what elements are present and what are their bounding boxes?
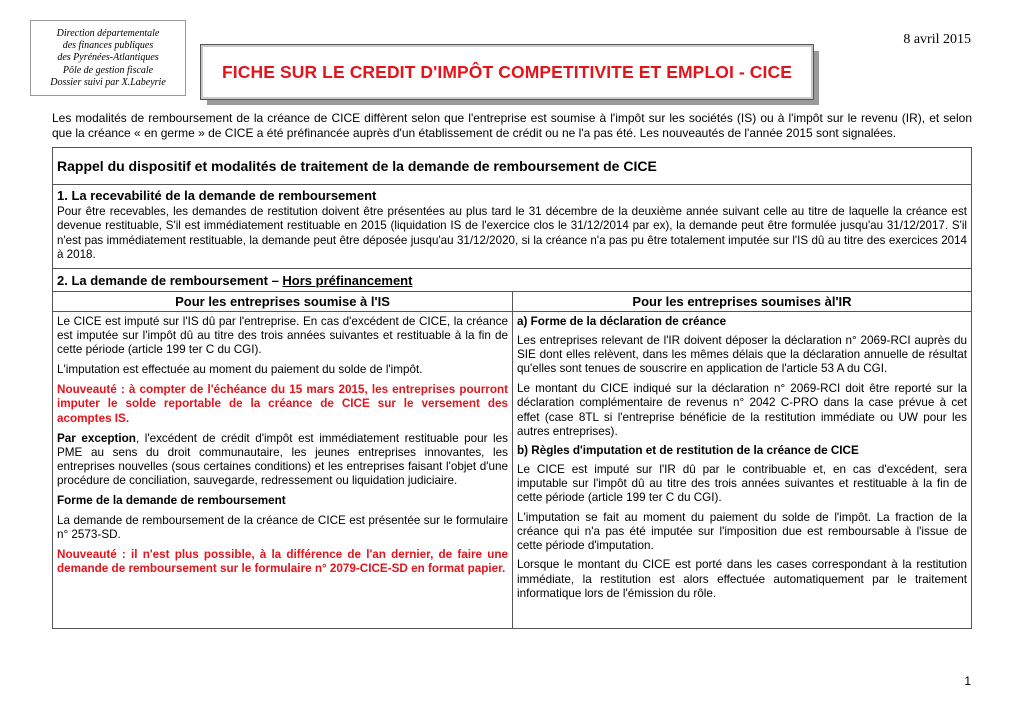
ir-paragraph-b1: Le CICE est imputé sur l'IR dû par le contribuable et, en cas d'excédent, sera imputable sur l'impôt dû au titre des trois années suivantes et restituable à la fin de cette période (article 199 ter C du CGI).	[517, 462, 967, 505]
issuer-line: Direction départementale	[56, 28, 160, 39]
ir-paragraph-b3: Lorsque le montant du CICE est porté dans les cases correspondant à la restitution immédiate, la restitution est alors effectuée automatiquement par le traitement informatique lors de l'émission du rôle.	[517, 558, 967, 600]
title-box	[200, 44, 814, 100]
is-paragraph-2: L'imputation est effectuée au moment du paiement du solde de l'impôt.	[57, 363, 423, 377]
main-table	[52, 147, 972, 629]
issuer-line: des finances publiques	[62, 40, 154, 52]
is-exception-text: , l'excédent de crédit d'impôt est immédiatement restituable pour les PME au sens du droit communautaire, les jeunes entreprises innovantes, les entreprises nouvelles (sous certaines conditions) et les entreprises faisant l'objet d'une procédure de conciliation, sauvegarde, redressement ou liquidation judiciaire.	[57, 431, 508, 487]
section-2-title	[53, 269, 971, 292]
issuer-line: Dossier suivi par X.Labeyrie	[50, 76, 166, 88]
intro-paragraph: Les modalités de remboursement de la créance de CICE diffèrent selon que l'entreprise est soumise à l'impôt sur les sociétés (IS) ou à l'impôt sur le revenu (IR), et selon que la créance « en germe » de CICE a été préfinancée auprès d'un établissement de crédit ou ne l'a pas été. Les nouveautés de l'année 2015 sont signalées.	[52, 111, 972, 140]
column-ir	[513, 292, 971, 629]
section-2-title-underlined: Hors préfinancement	[282, 272, 413, 288]
issuer-box	[30, 20, 186, 96]
issuer-line: Pôle de gestion fiscale	[62, 64, 154, 76]
section-2-title-prefix: 2. La demande de remboursement –	[57, 272, 279, 288]
is-paragraph-exception	[57, 432, 508, 488]
is-exception-label: Par exception	[57, 431, 136, 445]
ir-paragraph-a1: Les entreprises relevant de l'IR doivent déposer la déclaration n° 2069-RCI auprès du SIE dont elles relèvent, dans les mêmes délais que la déclaration annuelle de résultat qu'elles sont tenues de souscrire en application de l'article 53 A du CGI.	[517, 334, 967, 376]
column-is	[53, 292, 513, 629]
column-is-heading: Pour les entreprises soumise à l'IS	[53, 292, 512, 312]
column-is-body	[53, 312, 512, 586]
is-form-heading: Forme de la demande de remboursement	[57, 494, 286, 508]
ir-subheading-a: a) Forme de la déclaration de créance	[517, 315, 727, 328]
is-paragraph-1: Le CICE est imputé sur l'IS dû par l'entreprise. En cas d'excédent de CICE, la créance est imputée sur l'impôt dû au titre des trois années suivantes et restituable à la fin de cette période (article 199 ter C du CGI).	[57, 315, 508, 357]
table-heading: Rappel du dispositif et modalités de traitement de la demande de remboursement de CICE	[53, 148, 971, 185]
document-date: 8 avril 2015	[903, 32, 971, 47]
section-1	[53, 185, 971, 269]
is-novelty-2: Nouveauté : il n'est plus possible, à la différence de l'an dernier, de faire une demande de remboursement sur le formulaire n° 2079-CICE-SD en format papier.	[57, 548, 508, 576]
column-ir-body	[513, 312, 971, 610]
is-novelty-1: Nouveauté : à compter de l'échéance du 15 mars 2015, les entreprises pourront imputer le solde reportable de la créance de CICE sur le versement des acomptes IS.	[57, 383, 508, 425]
column-ir-heading: Pour les entreprises soumises àl'IR	[513, 292, 971, 312]
document-title: FICHE SUR LE CREDIT D'IMPÔT COMPETITIVITE ET EMPLOI - CICE	[222, 61, 792, 82]
is-paragraph-form: La demande de remboursement de la créance de CICE est présentée sur le formulaire n° 2573-SD.	[57, 514, 508, 542]
issuer-line: des Pyrénées-Atlantiques	[57, 52, 159, 64]
section-2-columns	[53, 292, 971, 629]
page-number: 1	[964, 674, 971, 688]
ir-paragraph-b2: L'imputation se fait au moment du paiement du solde de l'impôt. La fraction de la créance qui n'a pas été imputée sur l'imposition due est remboursable à l'issue de cette période d'imputation.	[517, 511, 967, 553]
ir-subheading-b: b) Règles d'imputation et de restitution de la créance de CICE	[517, 443, 859, 457]
ir-paragraph-a2: Le montant du CICE indiqué sur la déclaration n° 2069-RCI doit être reporté sur la déclaration complémentaire de revenus n° 2042 C-PRO dans la case prévue à cet effet (case 8TL si l'entreprise bénéficie de la restitution immédiate ou UW pour les autres entreprises).	[517, 382, 967, 438]
section-1-text: Pour être recevables, les demandes de restitution doivent être présentées au plus tard le 31 décembre de la deuxième année suivant celle au titre de laquelle la créance est devenue restituable, S'il est immédiatement restituable en 2015 (liquidation IS de l'exercice clos le 31/12/2014 par ex), la demande peut être formulée jusqu'au 31/12/2017. S'il n'est pas immédiatement restituable, la demande peut être déposée jusqu'au 31/12/2020, si la créance n'a pas pu être totalement imputée sur l'IS dû au titre des exercices 2014 à 2018.	[57, 205, 967, 262]
section-1-title: 1. La recevabilité de la demande de remboursement	[57, 188, 377, 203]
